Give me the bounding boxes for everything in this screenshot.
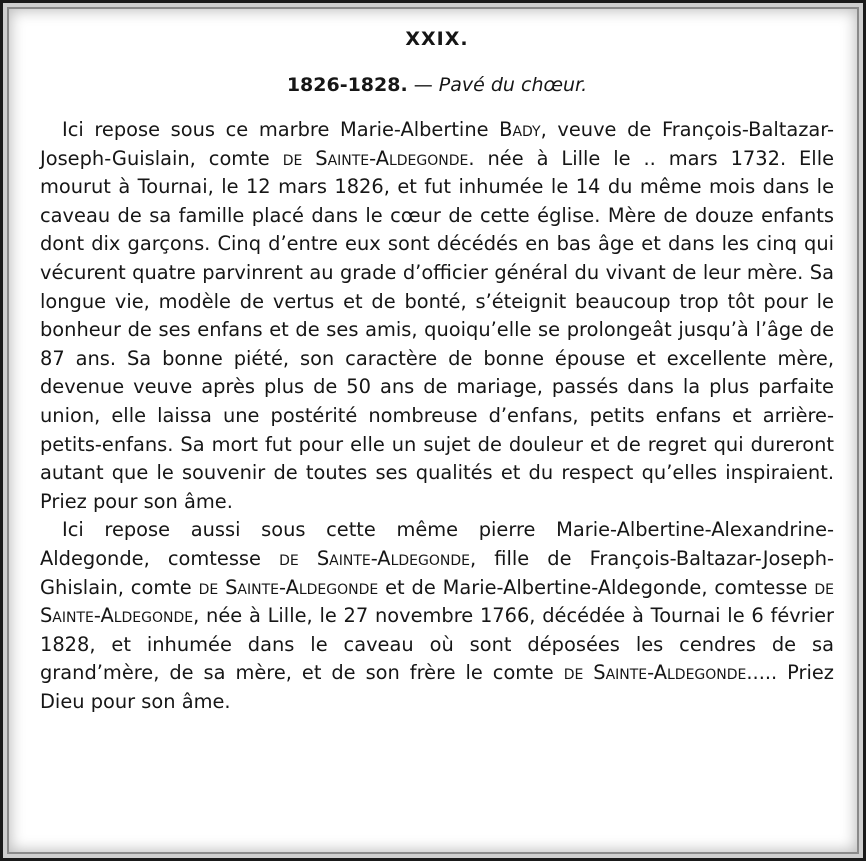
section-number: XXIX. bbox=[405, 28, 469, 50]
text-run: et de Marie-Albertine-Aldegonde, comtesse bbox=[378, 575, 815, 599]
family-name: de Sainte-Aldegonde bbox=[563, 661, 747, 685]
surname: Bady bbox=[499, 118, 541, 141]
text-run: , veuve de François-Baltazar-Joseph-Guislain, comte bbox=[40, 118, 835, 170]
text-run: Ici repose sous ce marbre Marie-Albertine bbox=[62, 118, 500, 141]
family-name: de Sainte-Aldegonde bbox=[282, 146, 469, 170]
section-subheading bbox=[40, 72, 834, 98]
text-run: . née à Lille le .. mars 1732. Elle mourut à Tournai, le 12 mars 1826, et fut inhumée le 14 du même mois dans le caveau de sa famille placé dans le cœur de cette église. Mère de douze enfants dont dix garçons. Cinq d’entre eux sont décédés en bas âge et dans les cinq qui vécurent quatre parvinrent au grade d’officier général du vivant de leur mère. Sa longue vie, modèle de vertus et de bonté, s’éteignit beaucoup trop tôt pour le bonheur de ses enfans et de ses amis, quoiqu’elle se prolongeât jusqu’à l’âge de 87 ans. Sa bonne piété, son caractère de bonne épouse et excellente mère, devenue veuve après plus de 50 ans de mariage, passés dans la plus parfaite union, elle laissa une postérité nombreuse d’enfans, petits enfans et arrière-petits-enfans. Sa mort fut pour elle un sujet de douleur et de regret qui dureront autant que le souvenir de toutes ses qualités et du respect qu’elles inspiraient. Priez pour son âme. bbox=[40, 146, 835, 513]
date-range: 1826-1828. bbox=[286, 74, 408, 96]
family-name: de Sainte-Aldegonde bbox=[40, 575, 834, 628]
text-run: ..... Priez Dieu pour son âme. bbox=[40, 661, 834, 713]
dash: — bbox=[407, 74, 439, 96]
family-name: de Sainte-Aldegonde bbox=[279, 546, 470, 570]
epitaph-paragraph-1 bbox=[40, 116, 834, 516]
family-name: de Sainte-Aldegonde bbox=[198, 575, 379, 599]
text-run: , née à Lille, le 27 novembre 1766, décédée à Tournai le 6 février 1828, et inhumée dans le caveau où sont déposées les cendres de sa grand’mère, de sa mère, et de son frère le comte bbox=[40, 604, 834, 685]
text-run: , fille de François-Baltazar-Joseph-Ghislain, comte bbox=[40, 546, 835, 599]
document-body bbox=[40, 26, 834, 716]
text-run: Ici repose aussi sous cette même pierre Marie-Albertine-Alexandrine-Aldegonde, comtesse bbox=[40, 518, 834, 570]
epitaph-paragraph-2 bbox=[40, 516, 834, 716]
location-title: Pavé du chœur. bbox=[438, 74, 588, 96]
